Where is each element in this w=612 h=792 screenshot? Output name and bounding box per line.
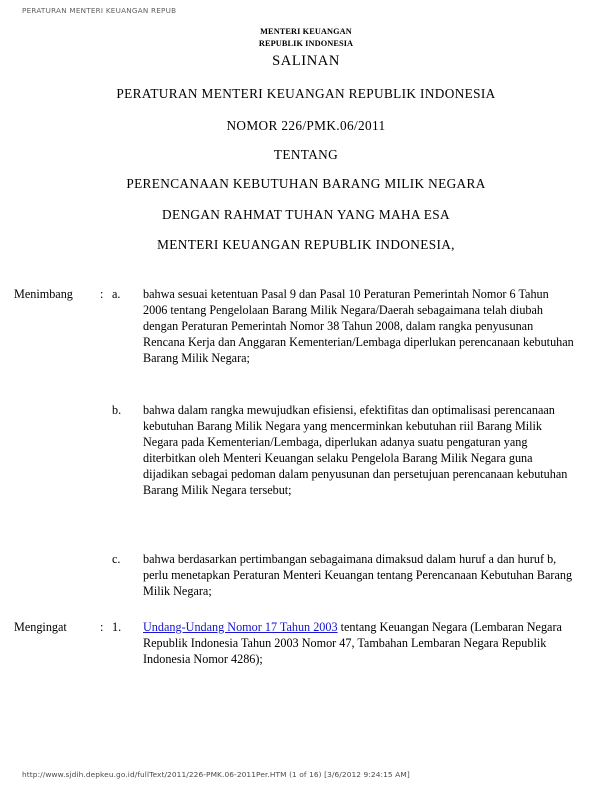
recalling-label: Mengingat bbox=[14, 620, 67, 634]
browser-print-footer: http://www.sjdih.depkeu.go.id/fullText/2011/226-PMK.06-2011Per.HTM (1 of 16) [3/6/2012 9:24:15 AM] bbox=[22, 770, 410, 779]
clause-text-1-rest: tentang Keuangan Negara (Lembaran Negara Republik Indonesia Tahun 2003 Nomor 47, Tambahan Lembaran Negara Republik Indonesia Nomor 4286); bbox=[143, 620, 562, 667]
law-reference-link[interactable]: Undang-Undang Nomor 17 Tahun 2003 bbox=[143, 620, 338, 634]
regulation-number: NOMOR 226/PMK.06/2011 bbox=[226, 118, 386, 133]
clause-marker-c: c. bbox=[112, 552, 121, 566]
issuing-authority: MENTERI KEUANGAN REPUBLIK INDONESIA, bbox=[157, 237, 455, 252]
clause-marker-b: b. bbox=[112, 403, 122, 417]
clause-text-a: bahwa sesuai ketentuan Pasal 9 dan Pasal 10 Peraturan Pemerintah Nomor 6 Tahun 2006 tentang Pengelolaan Barang Milik Negara/Daerah sebagaimana telah diubah dengan Peraturan Pemerintah Nomor 38 Tahun 2008, dalam rangka penyusunan Rencana Kerja dan Anggaran Kementerian/Lembaga diperlukan perencanaan kebutuhan Barang Milik Negara; bbox=[143, 287, 574, 366]
regulation-title-line: PERATURAN MENTERI KEUANGAN REPUBLIK INDONESIA bbox=[116, 86, 496, 101]
regulation-subject: PERENCANAAN KEBUTUHAN BARANG MILIK NEGARA bbox=[126, 176, 486, 191]
considering-label: Menimbang bbox=[14, 287, 73, 301]
letterhead-line-1: MENTERI KEUANGAN bbox=[260, 27, 352, 36]
letterhead-line-2: REPUBLIK INDONESIA bbox=[258, 38, 354, 48]
recalling-colon: : bbox=[100, 620, 104, 634]
considering-colon: : bbox=[100, 287, 104, 301]
salinan-label: SALINAN bbox=[272, 53, 340, 69]
blessing-line: DENGAN RAHMAT TUHAN YANG MAHA ESA bbox=[162, 207, 450, 222]
about-keyword: TENTANG bbox=[273, 147, 339, 162]
clause-marker-1: 1. bbox=[112, 620, 122, 634]
clause-text-c: bahwa berdasarkan pertimbangan sebagaimana dimaksud dalam huruf a dan huruf b, perlu menetapkan Peraturan Menteri Keuangan tentang Perencanaan Kebutuhan Barang Milik Negara; bbox=[143, 552, 573, 599]
ministry-letterhead bbox=[0, 26, 612, 49]
clause-text-1 bbox=[143, 619, 575, 667]
browser-print-header: PERATURAN MENTERI KEUANGAN REPUB bbox=[22, 6, 177, 15]
clause-text-b: bahwa dalam rangka mewujudkan efisiensi, efektifitas dan optimalisasi perencanaan kebutuhan Barang Milik Negara yang mencerminkan kebutuhan riil Barang Milik Negara pada Kementerian/Lembaga, diperlukan adanya suatu pengaturan yang diterbitkan oleh Menteri Keuangan selaku Pengelola Barang Milik Negara guna dijadikan sebagai pedoman dalam penyusunan dan persetujuan perencanaan kebutuhan Barang Milik Negara tersebut; bbox=[143, 403, 568, 498]
clause-marker-a: a. bbox=[112, 287, 121, 301]
